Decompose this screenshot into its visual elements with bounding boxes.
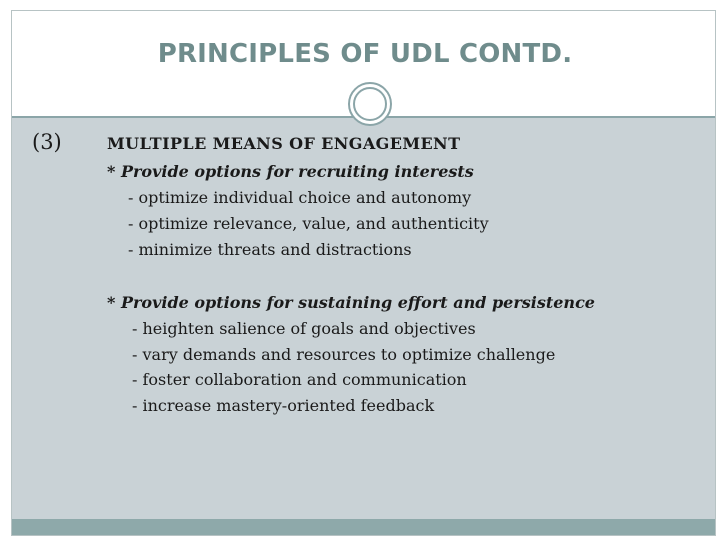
section-heading: MULTIPLE MEANS OF ENGAGEMENT <box>107 134 461 153</box>
inner-circle-icon <box>353 87 387 121</box>
list-item: - minimize threats and distractions <box>128 240 412 259</box>
list-item: - optimize individual choice and autonomy <box>128 188 472 207</box>
list-item: - foster collaboration and communication <box>132 370 467 389</box>
subheading-sustaining-effort: * Provide options for sustaining effort and persistence <box>107 293 595 312</box>
list-item: - optimize relevance, value, and authenticity <box>128 214 489 233</box>
subheading-recruiting-interests: * Provide options for recruiting interests <box>107 162 474 181</box>
list-item: - heighten salience of goals and objectives <box>132 319 476 338</box>
footer-bar <box>12 519 715 535</box>
list-item: - vary demands and resources to optimize challenge <box>132 345 556 364</box>
slide-title: PRINCIPLES OF UDL CONTD. <box>157 39 573 69</box>
content-panel <box>12 117 715 519</box>
section-number: (3) <box>32 130 62 154</box>
list-item: - increase mastery-oriented feedback <box>132 396 435 415</box>
slide-frame <box>11 10 716 536</box>
